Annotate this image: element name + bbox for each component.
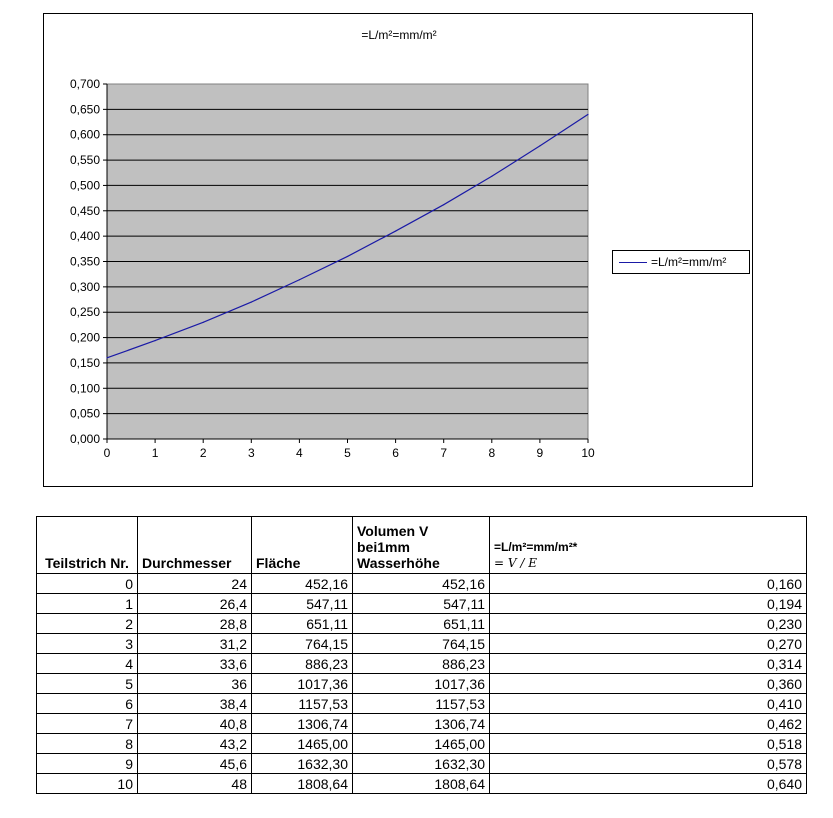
chart-area xyxy=(43,13,753,487)
cell-result: 0,230 xyxy=(490,614,807,634)
cell-durchmesser: 36 xyxy=(138,674,252,694)
header-durchmesser: Durchmesser xyxy=(138,517,252,574)
header-volumen: Volumen V bei1mm Wasserhöhe xyxy=(353,517,490,574)
x-tick-label: 2 xyxy=(199,446,207,460)
cell-durchmesser: 48 xyxy=(138,774,252,794)
cell-result: 0,518 xyxy=(490,734,807,754)
cell-nr: 5 xyxy=(37,674,138,694)
x-tick-label: 4 xyxy=(296,446,303,460)
table-row xyxy=(37,594,807,614)
header-result xyxy=(490,517,807,574)
cell-result: 0,270 xyxy=(490,634,807,654)
y-tick-label: 0,700 xyxy=(69,77,100,91)
header-result-label: =L/m²=mm/m²* xyxy=(494,540,578,554)
table-row xyxy=(37,614,807,634)
data-point xyxy=(106,357,107,358)
cell-volumen: 1306,74 xyxy=(353,714,490,734)
table-header-row xyxy=(37,517,807,574)
table-row xyxy=(37,674,807,694)
cell-flaeche: 1465,00 xyxy=(252,734,353,754)
table-row xyxy=(37,634,807,654)
cell-flaeche: 1157,53 xyxy=(252,694,353,714)
table-row xyxy=(37,694,807,714)
header-nr: Teilstrich Nr. xyxy=(37,517,138,574)
y-tick-label: 0,150 xyxy=(69,355,100,370)
y-tick-label: 0,000 xyxy=(69,432,100,446)
y-tick-label: 0,600 xyxy=(69,127,100,142)
table-row xyxy=(37,734,807,754)
data-point xyxy=(443,204,444,205)
y-tick-label: 0,550 xyxy=(69,153,100,168)
table-row xyxy=(37,654,807,674)
data-point xyxy=(299,279,300,280)
y-tick-label: 0,050 xyxy=(69,406,100,421)
data-point xyxy=(203,322,204,323)
cell-nr: 10 xyxy=(37,774,138,794)
cell-result: 0,160 xyxy=(490,574,807,594)
data-point xyxy=(395,230,396,231)
cell-volumen: 1157,53 xyxy=(353,694,490,714)
data-point xyxy=(491,176,492,177)
y-tick-label: 0,100 xyxy=(69,381,100,396)
y-tick-label: 0,350 xyxy=(69,254,100,269)
cell-nr: 4 xyxy=(37,654,138,674)
y-tick-label: 0,200 xyxy=(69,330,100,345)
cell-durchmesser: 31,2 xyxy=(138,634,252,654)
cell-volumen: 1632,30 xyxy=(353,754,490,774)
y-tick-label: 0,450 xyxy=(69,203,100,218)
data-point xyxy=(347,256,348,257)
table-row xyxy=(37,754,807,774)
header-formula: = V / E xyxy=(494,556,537,570)
x-tick-label: 5 xyxy=(344,446,351,460)
cell-flaeche: 1808,64 xyxy=(252,774,353,794)
cell-volumen: 886,23 xyxy=(353,654,490,674)
legend-line-swatch xyxy=(619,262,647,263)
data-point xyxy=(539,145,540,146)
x-tick-label: 3 xyxy=(247,446,255,460)
cell-result: 0,462 xyxy=(490,714,807,734)
cell-nr: 0 xyxy=(37,574,138,594)
data-point xyxy=(251,301,252,302)
y-tick-label: 0,300 xyxy=(69,279,100,294)
x-tick-label: 1 xyxy=(151,446,159,460)
cell-durchmesser: 33,6 xyxy=(138,654,252,674)
cell-result: 0,410 xyxy=(490,694,807,714)
cell-flaeche: 764,15 xyxy=(252,634,353,654)
legend-label: =L/m²=mm/m² xyxy=(651,255,727,269)
table-body xyxy=(37,574,807,794)
x-tick-label: 0 xyxy=(103,446,111,460)
cell-flaeche: 1306,74 xyxy=(252,714,353,734)
cell-flaeche: 452,16 xyxy=(252,574,353,594)
cell-volumen: 764,15 xyxy=(353,634,490,654)
cell-result: 0,578 xyxy=(490,754,807,774)
cell-durchmesser: 24 xyxy=(138,574,252,594)
cell-volumen: 651,11 xyxy=(353,614,490,634)
cell-nr: 1 xyxy=(37,594,138,614)
cell-flaeche: 1632,30 xyxy=(252,754,353,774)
cell-nr: 9 xyxy=(37,754,138,774)
cell-nr: 6 xyxy=(37,694,138,714)
table-row xyxy=(37,774,807,794)
cell-volumen: 452,16 xyxy=(353,574,490,594)
x-tick-label: 7 xyxy=(440,446,448,460)
x-tick-label: 6 xyxy=(392,446,399,460)
cell-nr: 7 xyxy=(37,714,138,734)
chart-title: =L/m²=mm/m² xyxy=(361,28,437,42)
cell-flaeche: 886,23 xyxy=(252,654,353,674)
data-point xyxy=(155,340,156,341)
cell-flaeche: 1017,36 xyxy=(252,674,353,694)
cell-flaeche: 651,11 xyxy=(252,614,353,634)
table-row xyxy=(37,714,807,734)
cell-durchmesser: 28,8 xyxy=(138,614,252,634)
cell-nr: 2 xyxy=(37,614,138,634)
x-tick-label: 8 xyxy=(488,446,496,460)
cell-durchmesser: 43,2 xyxy=(138,734,252,754)
y-tick-label: 0,650 xyxy=(69,102,100,117)
cell-durchmesser: 45,6 xyxy=(138,754,252,774)
header-flaeche: Fläche xyxy=(252,517,353,574)
y-tick-label: 0,500 xyxy=(69,178,100,193)
cell-durchmesser: 40,8 xyxy=(138,714,252,734)
cell-durchmesser: 26,4 xyxy=(138,594,252,614)
data-point xyxy=(587,114,588,115)
cell-flaeche: 547,11 xyxy=(252,594,353,614)
cell-volumen: 1808,64 xyxy=(353,774,490,794)
y-tick-label: 0,250 xyxy=(69,305,100,320)
cell-result: 0,640 xyxy=(490,774,807,794)
cell-result: 0,360 xyxy=(490,674,807,694)
cell-durchmesser: 38,4 xyxy=(138,694,252,714)
data-table xyxy=(36,516,807,794)
x-tick-label: 9 xyxy=(536,446,544,460)
cell-result: 0,194 xyxy=(490,594,807,614)
legend xyxy=(612,250,750,274)
y-tick-label: 0,400 xyxy=(69,229,100,244)
cell-result: 0,314 xyxy=(490,654,807,674)
cell-nr: 3 xyxy=(37,634,138,654)
cell-volumen: 1465,00 xyxy=(353,734,490,754)
x-tick-label: 10 xyxy=(581,446,595,460)
table-row xyxy=(37,574,807,594)
cell-volumen: 1017,36 xyxy=(353,674,490,694)
cell-nr: 8 xyxy=(37,734,138,754)
cell-volumen: 547,11 xyxy=(353,594,490,614)
